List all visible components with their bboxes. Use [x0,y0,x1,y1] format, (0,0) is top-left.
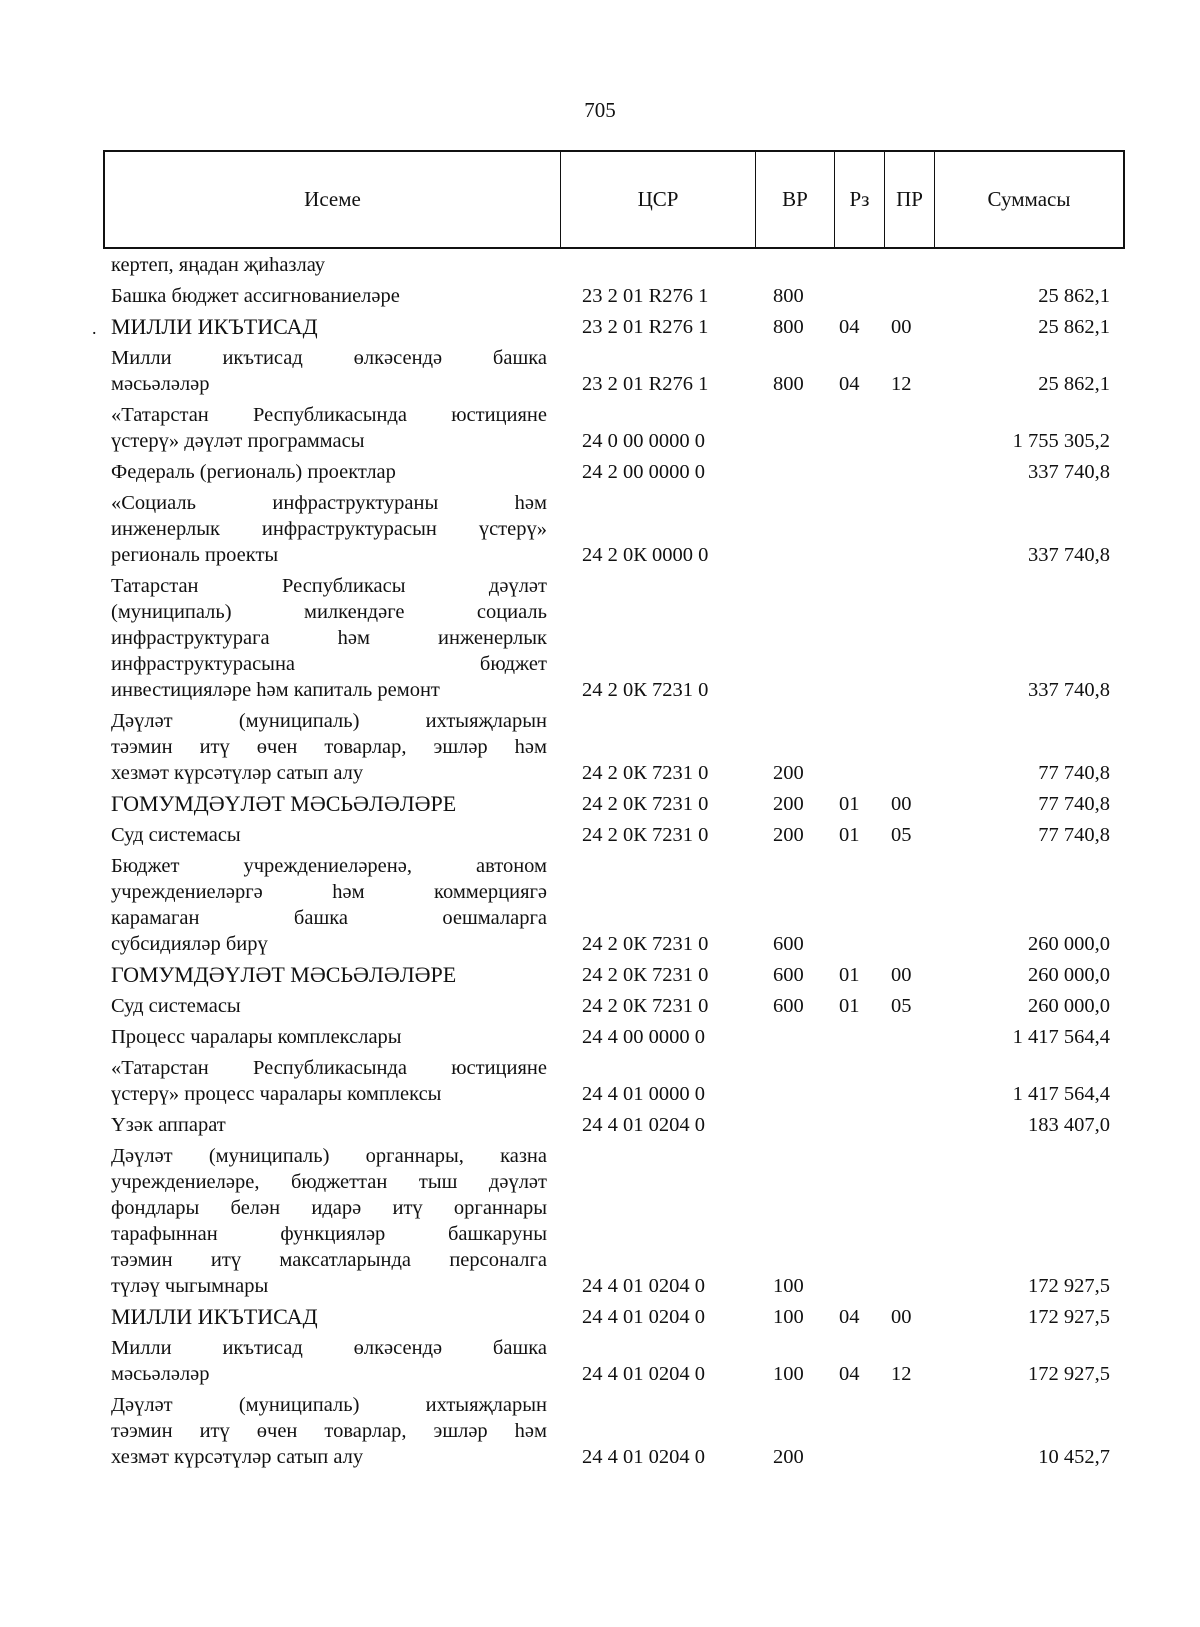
row-sum: 337 740,8 [1028,679,1110,701]
row-pr: 00 [891,964,912,986]
row-name-line: МИЛЛИ ИКЪТИСАД [111,1304,318,1329]
row-name-line: субсидияләр бирү [111,933,268,955]
row-pr: 12 [891,373,912,395]
row-pr: 12 [891,1363,912,1385]
row-sum: 172 927,5 [1028,1306,1110,1328]
row-csr: 24 2 0К 7231 0 [582,679,709,701]
row-csr: 24 4 00 0000 0 [582,1026,705,1048]
row-name-line: үстерү» процесс чаралары комплексы [111,1083,442,1105]
row-name-line: кертеп, яңадан җиһазлау [111,254,326,276]
row-name-line: инфраструктурага һәм инженерлык [111,627,547,649]
row-csr: 24 0 00 0000 0 [582,430,705,452]
row-vr: 200 [773,762,804,784]
row-rz: 01 [839,964,860,986]
row-vr: 100 [773,1306,804,1328]
row-name-line: тарафыннан функцияләр башкаруны [111,1223,547,1245]
table-row [0,1335,1200,1387]
row-pr: 00 [891,1306,912,1328]
row-pr: 00 [891,793,912,815]
row-vr: 800 [773,373,804,395]
row-name-line: мәсьәләләр [111,373,210,395]
table-row [0,1143,1200,1299]
row-name-line: «Татарстан Республикасында юстицияне [111,1057,547,1079]
row-rz: 04 [839,1306,860,1328]
row-name [111,1392,547,1470]
row-name [111,1335,547,1387]
row-csr: 24 4 01 0204 0 [582,1446,705,1468]
row-csr: 24 2 0К 7231 0 [582,793,709,815]
row-vr: 100 [773,1275,804,1297]
row-vr: 800 [773,285,804,307]
row-name [111,1143,547,1299]
row-name-line: инфраструктурасына бюджет [111,653,547,675]
table-row [0,1392,1200,1470]
table-row [0,822,1200,848]
table-row [0,962,1200,988]
table-row [0,708,1200,786]
row-rz: 04 [839,373,860,395]
row-name [111,490,547,568]
row-sum: 1 755 305,2 [1012,430,1110,452]
row-sum: 1 417 564,4 [1012,1083,1110,1105]
row-vr: 600 [773,964,804,986]
row-csr: 24 2 0К 7231 0 [582,762,709,784]
table-row [0,1055,1200,1107]
row-name-line: Дәүләт (муниципаль) ихтыяҗларын [111,1394,547,1416]
row-name-line: үстерү» дәүләт программасы [111,430,365,452]
table-row [0,791,1200,817]
row-sum: 260 000,0 [1028,933,1110,955]
row-name-line: МИЛЛИ ИКЪТИСАД [111,314,318,339]
row-name [111,962,547,988]
row-name-line: Суд системасы [111,995,241,1017]
table-row [0,573,1200,703]
row-sum: 260 000,0 [1028,995,1110,1017]
row-csr: 24 2 0К 7231 0 [582,933,709,955]
header-pr: ПР [884,152,934,247]
row-name-line: Суд системасы [111,824,241,846]
row-name [111,1304,547,1330]
row-name-line: инженерлык инфраструктурасын үстерү» [111,518,547,540]
row-name [111,314,547,340]
row-name-line: Татарстан Республикасы дәүләт [111,575,547,597]
table-row [0,459,1200,485]
row-name-line: Процесс чаралары комплекслары [111,1026,402,1048]
row-name-line: ГОМУМДӘҮЛӘТ МӘСЬӘЛӘЛӘРЕ [111,962,457,987]
row-vr: 200 [773,824,804,846]
row-vr: 600 [773,933,804,955]
row-name-line: Бюджет учреждениеләренә, автоном [111,855,547,877]
row-name-line: региональ проекты [111,544,279,566]
row-sum: 337 740,8 [1028,544,1110,566]
row-name [111,853,547,957]
row-sum: 172 927,5 [1028,1275,1110,1297]
row-name-line: түләү чыгымнары [111,1275,269,1297]
row-name-line: учреждениеләргә һәм коммерциягә [111,881,547,903]
row-name [111,402,547,454]
row-csr: 24 2 0К 7231 0 [582,964,709,986]
row-name-line: хезмәт күрсәтүләр сатып алу [111,762,364,784]
table-row [0,993,1200,1019]
row-name [111,252,547,278]
row-csr: 23 2 01 R276 1 [582,316,709,338]
row-name-line: учреждениеләре, бюджеттан тыш дәүләт [111,1171,547,1193]
row-pr: 00 [891,316,912,338]
row-sum: 337 740,8 [1028,461,1110,483]
row-vr: 800 [773,316,804,338]
row-csr: 24 4 01 0204 0 [582,1306,705,1328]
row-csr: 24 2 0К 7231 0 [582,824,709,846]
row-name [111,822,547,848]
row-sum: 10 452,7 [1038,1446,1110,1468]
row-name-line: «Татарстан Республикасында юстицияне [111,404,547,426]
row-sum: 77 740,8 [1038,793,1110,815]
table-row [0,314,1200,340]
table-row [0,1024,1200,1050]
row-name-line: карамаган башка оешмаларга [111,907,547,929]
row-rz: 01 [839,824,860,846]
row-sum: 25 862,1 [1038,373,1110,395]
row-csr: 23 2 01 R276 1 [582,285,709,307]
row-sum: 1 417 564,4 [1012,1026,1110,1048]
row-name-line: тәэмин итү өчен товарлар, эшләр һәм [111,1420,547,1442]
row-name-line: Дәүләт (муниципаль) органнары, казна [111,1145,547,1167]
row-name [111,1112,547,1138]
row-name-line: тәэмин итү максатларында персоналга [111,1249,547,1271]
table-row [0,283,1200,309]
row-name-line: инвестицияләре һәм капиталь ремонт [111,679,440,701]
row-sum: 172 927,5 [1028,1363,1110,1385]
row-vr: 200 [773,1446,804,1468]
row-name [111,1055,547,1107]
row-name-line: тәэмин итү өчен товарлар, эшләр һәм [111,736,547,758]
table-row [0,402,1200,454]
table-row [0,345,1200,397]
row-name [111,283,547,309]
row-csr: 24 2 0К 0000 0 [582,544,709,566]
header-vr: ВР [755,152,834,247]
page-number: 705 [584,98,616,122]
row-name [111,1024,547,1050]
row-csr: 24 4 01 0204 0 [582,1275,705,1297]
row-sum: 77 740,8 [1038,824,1110,846]
row-name [111,459,547,485]
row-csr: 24 4 01 0204 0 [582,1363,705,1385]
row-csr: 24 2 00 0000 0 [582,461,705,483]
row-name-line: (муниципаль) милкендәге социаль [111,601,547,623]
row-csr: 24 2 0К 7231 0 [582,995,709,1017]
row-csr: 24 4 01 0204 0 [582,1114,705,1136]
row-name [111,573,547,703]
row-sum: 25 862,1 [1038,316,1110,338]
row-name-line: Башка бюджет ассигнованиеләре [111,285,400,307]
row-sum: 77 740,8 [1038,762,1110,784]
row-name-line: Үзәк аппарат [111,1114,226,1136]
row-vr: 100 [773,1363,804,1385]
row-rz: 04 [839,316,860,338]
row-name [111,708,547,786]
row-name-line: ГОМУМДӘҮЛӘТ МӘСЬӘЛӘЛӘРЕ [111,791,457,816]
row-name [111,993,547,1019]
row-name-line: фондлары белән идарә итү органнары [111,1197,547,1219]
row-gap [0,1470,1200,1475]
table-row [0,490,1200,568]
row-csr: 24 4 01 0000 0 [582,1083,705,1105]
table-row [0,252,1200,278]
row-name-line: хезмәт күрсәтүләр сатып алу [111,1446,364,1468]
row-vr: 600 [773,995,804,1017]
table-row [0,1304,1200,1330]
row-name-line: мәсьәләләр [111,1363,210,1385]
row-csr: 23 2 01 R276 1 [582,373,709,395]
row-name [111,345,547,397]
row-sum: 260 000,0 [1028,964,1110,986]
row-name-line: «Социаль инфраструктураны һәм [111,492,547,514]
row-vr: 200 [773,793,804,815]
row-name-line: Милли икътисад өлкәсендә башка [111,347,547,369]
header-rz: Рз [834,152,884,247]
row-rz: 01 [839,793,860,815]
row-pr: 05 [891,824,912,846]
row-name-line: Милли икътисад өлкәсендә башка [111,1337,547,1359]
table-header [103,150,1125,249]
row-rz: 04 [839,1363,860,1385]
table-row [0,1112,1200,1138]
header-sum: Суммасы [934,152,1123,247]
row-pr: 05 [891,995,912,1017]
row-name-line: Федераль (региональ) проектлар [111,461,396,483]
row-name [111,791,547,817]
table-row [0,853,1200,957]
table-body [0,252,1200,1475]
header-csr: ЦСР [560,152,755,247]
row-sum: 25 862,1 [1038,285,1110,307]
row-sum: 183 407,0 [1028,1114,1110,1136]
header-name: Исеме [304,187,361,211]
row-rz: 01 [839,995,860,1017]
margin-mark: . [92,318,97,338]
row-name-line: Дәүләт (муниципаль) ихтыяҗларын [111,710,547,732]
